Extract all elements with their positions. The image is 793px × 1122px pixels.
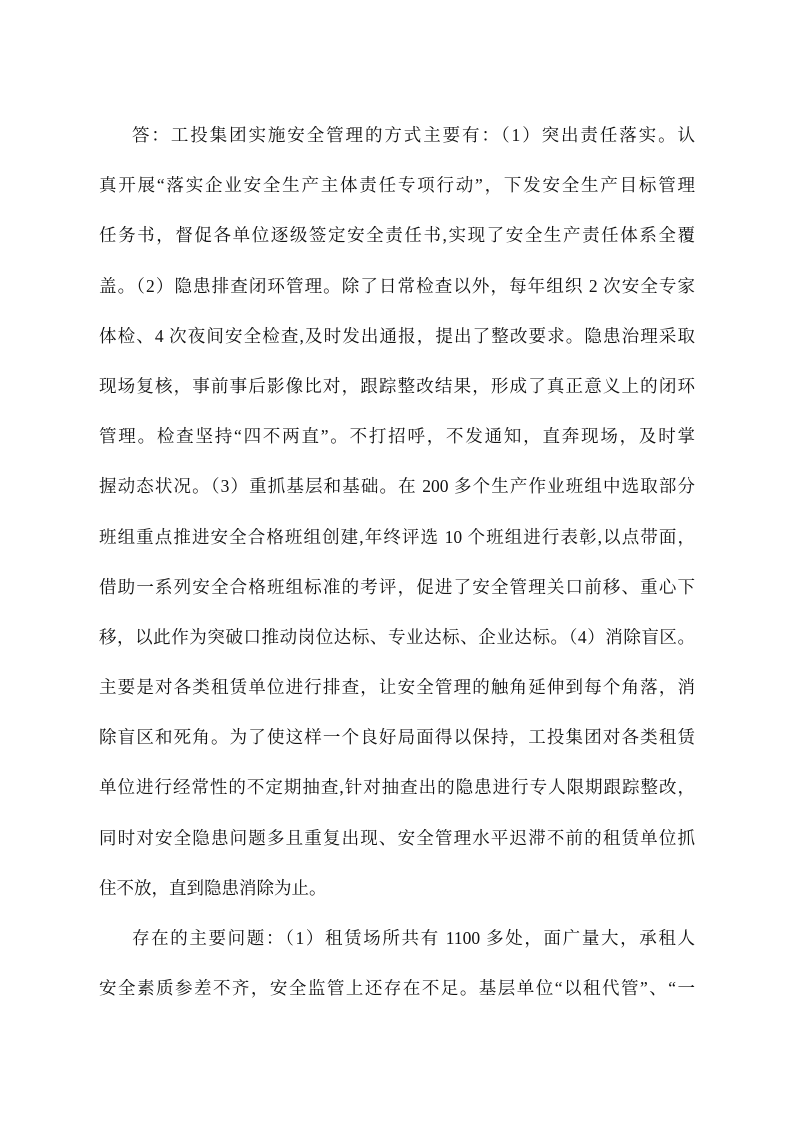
text-line: 体检、4 次夜间安全检查,及时发出通报，提出了整改要求。隐患治理采取 xyxy=(99,325,695,346)
text-line: 借助一系列安全合格班组标准的考评，促进了安全管理关口前移、重心下 xyxy=(99,576,695,597)
text-line: 除盲区和死角。为了使这样一个良好局面得以保持，工投集团对各类租赁 xyxy=(99,727,695,748)
paragraph-answer xyxy=(99,110,695,913)
text-line: 现场复核，事前事后影像比对，跟踪整改结果，形成了真正意义上的闭环 xyxy=(99,375,695,396)
text-line: 主要是对各类租赁单位进行排查，让安全管理的触角延伸到每个角落，消 xyxy=(99,677,695,698)
text-line: 班组重点推进安全合格班组创建,年终评选 10 个班组进行表彰,以点带面， xyxy=(99,526,695,547)
text-line: 盖。（2）隐患排查闭环管理。除了日常检查以外，每年组织 2 次安全专家 xyxy=(99,275,695,296)
text-line: 真开展“落实企业安全生产主体责任专项行动”，下发安全生产目标管理 xyxy=(99,175,695,196)
document-body xyxy=(99,110,695,1013)
text-line: 安全素质参差不齐，安全监管上还存在不足。基层单位“以租代管”、“一 xyxy=(99,978,695,999)
text-line: 握动态状况。（3）重抓基层和基础。在 200 多个生产作业班组中选取部分 xyxy=(99,476,695,497)
text-line: 同时对安全隐患问题多且重复出现、安全管理水平迟滞不前的租赁单位抓 xyxy=(99,827,695,848)
text-line: 住不放，直到隐患消除为止。 xyxy=(99,877,327,898)
text-line: 答：工投集团实施安全管理的方式主要有：（1）突出责任落实。认 xyxy=(132,125,695,145)
text-line: 单位进行经常性的不定期抽查,针对抽查出的隐患进行专人限期跟踪整改， xyxy=(99,777,695,798)
text-line: 移，以此作为突破口推动岗位达标、专业达标、企业达标。（4）消除盲区。 xyxy=(99,626,695,647)
paragraph-problems xyxy=(99,913,695,1013)
text-line: 管理。检查坚持“四不两直”。不打招呼，不发通知，直奔现场，及时掌 xyxy=(99,426,695,447)
text-line: 存在的主要问题：（1）租赁场所共有 1100 多处，面广量大，承租人 xyxy=(132,928,695,948)
text-line: 任务书，督促各单位逐级签定安全责任书,实现了安全生产责任体系全覆 xyxy=(99,225,695,246)
